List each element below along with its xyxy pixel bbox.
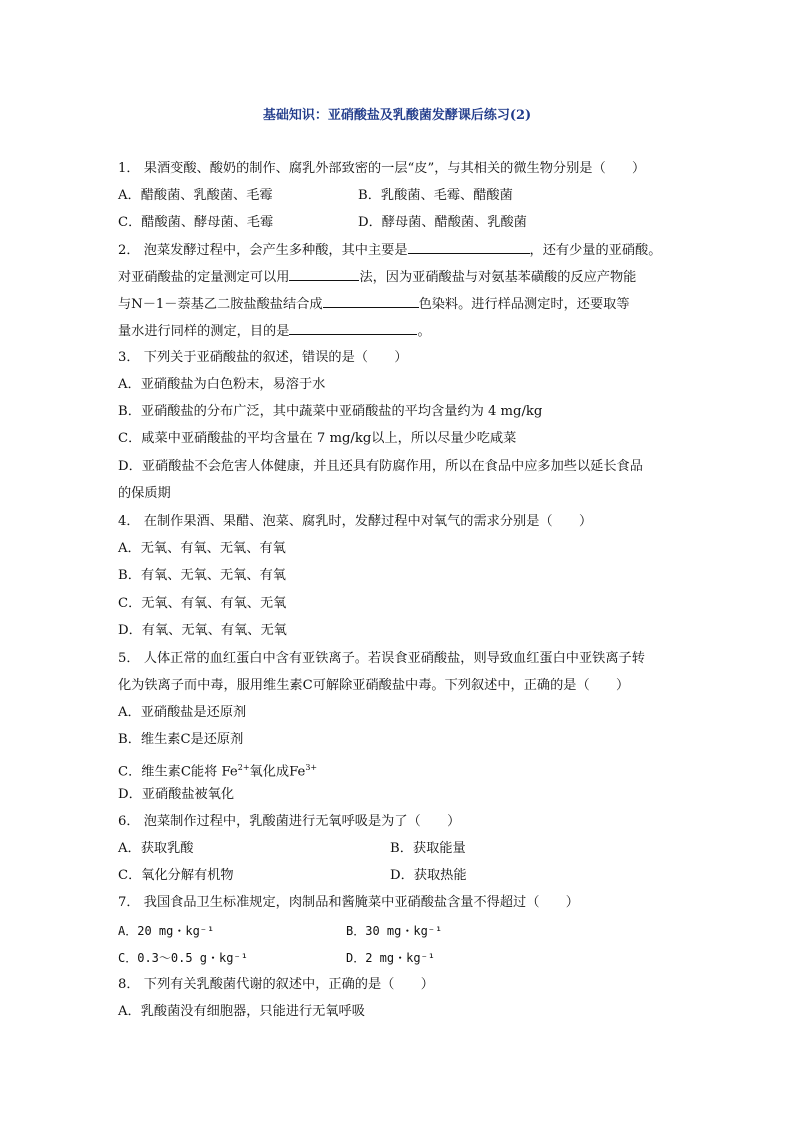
q5-stem-cont: 化为铁离子而中毒，服用维生素C可解除亚硝酸盐中毒。下列叙述中，正确的是（ ） <box>118 678 630 693</box>
page-title: 基础知识：亚硝酸盐及乳酸菌发酵课后练习(2) <box>262 108 532 123</box>
q2-text: 。 <box>417 324 431 339</box>
q8-option-a: A．乳酸菌没有细胞器，只能进行无氧呼吸 <box>118 1004 365 1019</box>
q5-stem: 5． 人体正常的血红蛋白中含有亚铁离子。若误食亚硝酸盐，则导致血红蛋白中亚铁离子转 <box>118 651 645 666</box>
q7-option-a: A．20 mg・kg⁻¹ <box>118 924 215 938</box>
q4-option-b: B．有氧、无氧、无氧、有氧 <box>118 568 286 583</box>
q1-option-b: B．乳酸菌、毛霉、醋酸菌 <box>358 188 513 203</box>
q2-text: 量水进行同样的测定，目的是 <box>118 324 290 339</box>
q5-option-d: D．亚硝酸盐被氧化 <box>118 787 235 802</box>
q7-option-c: C．0.3～0.5 g・kg⁻¹ <box>118 951 248 965</box>
q2-text: ，还有少量的亚硝酸。 <box>529 243 662 258</box>
q6-option-b: B．获取能量 <box>390 841 466 856</box>
q1-option-d: D．酵母菌、醋酸菌、乳酸菌 <box>358 215 527 230</box>
q5-option-c <box>118 759 317 781</box>
q5-option-b: B．维生素C是还原剂 <box>118 732 244 747</box>
q3-option-d-cont: 的保质期 <box>118 486 171 501</box>
q3-option-c: C．咸菜中亚硝酸盐的平均含量在 7 mg/kg以上，所以尽量少吃咸菜 <box>118 431 517 446</box>
q5-option-c-text: 氧化成Fe <box>249 764 306 780</box>
answer-blank[interactable] <box>289 268 359 281</box>
answer-blank[interactable] <box>323 295 419 308</box>
q2-text: 2． 泡菜发酵过程中，会产生多种酸，其中主要是 <box>118 243 408 258</box>
q1-stem: 1． 果酒变酸、酸奶的制作、腐乳外部致密的一层“皮”，与其相关的微生物分别是（ ） <box>118 161 646 176</box>
q2-line-1 <box>118 241 661 260</box>
q4-option-a: A．无氧、有氧、无氧、有氧 <box>118 541 286 556</box>
q4-option-c: C．无氧、有氧、有氧、无氧 <box>118 596 287 611</box>
answer-blank[interactable] <box>408 241 530 254</box>
q6-stem: 6． 泡菜制作过程中，乳酸菌进行无氧呼吸是为了（ ） <box>118 814 461 829</box>
q6-option-c: C．氧化分解有机物 <box>118 868 234 883</box>
q3-stem: 3． 下列关于亚硝酸盐的叙述，错误的是（ ） <box>118 350 408 365</box>
q3-option-b: B．亚硝酸盐的分布广泛，其中蔬菜中亚硝酸盐的平均含量约为 4 mg/kg <box>118 404 543 419</box>
q7-stem: 7． 我国食品卫生标准规定，肉制品和酱腌菜中亚硝酸盐含量不得超过（ ） <box>118 895 579 910</box>
q5-option-c-text: C．维生素C能将 Fe <box>118 764 238 780</box>
answer-blank[interactable] <box>289 322 417 335</box>
q2-line-4 <box>118 322 431 341</box>
q3-option-a: A．亚硝酸盐为白色粉末，易溶于水 <box>118 377 326 392</box>
q7-option-d: D．2 mg・kg⁻¹ <box>346 951 436 965</box>
q2-text: 与N－1－萘基乙二胺盐酸盐结合成 <box>118 297 323 312</box>
q2-text: 对亚硝酸盐的定量测定可以用 <box>118 270 290 285</box>
q4-stem: 4． 在制作果酒、果醋、泡菜、腐乳时，发酵过程中对氧气的需求分别是（ ） <box>118 514 593 529</box>
q4-option-d: D．有氧、无氧、有氧、无氧 <box>118 623 287 638</box>
q2-line-2 <box>118 268 636 287</box>
q2-line-3 <box>118 295 630 314</box>
q2-text: 色染料。进行样品测定时，还要取等 <box>418 297 630 312</box>
q5-option-a: A．亚硝酸盐是还原剂 <box>118 705 247 720</box>
q6-option-a: A．获取乳酸 <box>118 841 194 856</box>
q7-option-b: B．30 mg・kg⁻¹ <box>346 924 443 938</box>
q2-text: 法，因为亚硝酸盐与对氨基苯磺酸的反应产物能 <box>359 270 637 285</box>
q1-option-c: C．醋酸菌、酵母菌、毛霉 <box>118 215 274 230</box>
q3-option-d: D．亚硝酸盐不会危害人体健康，并且还具有防腐作用，所以在食品中应多加些以延长食品 <box>118 459 643 474</box>
superscript: 3+ <box>305 763 318 772</box>
superscript: 2+ <box>237 763 250 772</box>
q8-stem: 8． 下列有关乳酸菌代谢的叙述中，正确的是（ ） <box>118 977 434 992</box>
q1-option-a: A．醋酸菌、乳酸菌、毛霉 <box>118 188 273 203</box>
q6-option-d: D．获取热能 <box>390 868 467 883</box>
